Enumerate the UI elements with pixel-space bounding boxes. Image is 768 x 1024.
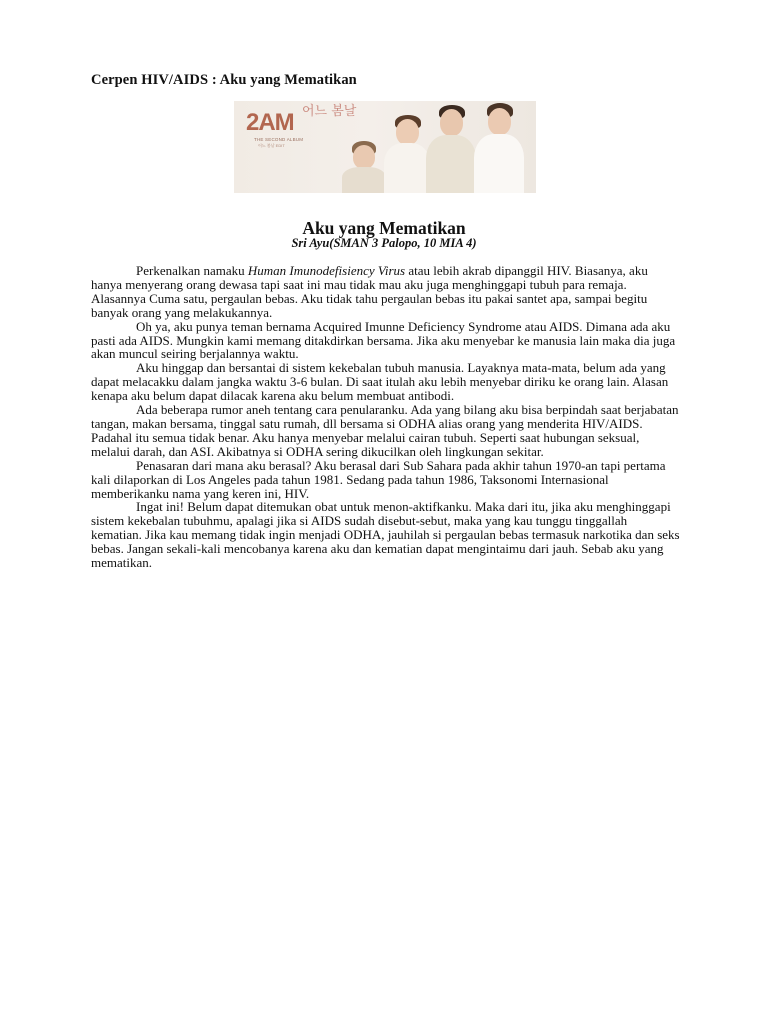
story-paragraph: Ada beberapa rumor aneh tentang cara penularanku. Ada yang bilang aku bisa berpindah saat berjabatan tangan, makan bersama, tinggal satu rumah, dll bersama si ODHA alias orang yang menderita HIV/AIDS. Padahal itu semua tidak benar. Aku hanya menyebar melalui cairan tubuh. Seperti saat hubungan seksual, melalui darah, dan ASI. Akibatnya si ODHA sering dikucilkan oleh lingkungan sekitar.	[91, 402, 679, 459]
album-banner-image	[234, 101, 536, 193]
story-title: Aku yang Mematikan	[302, 218, 466, 238]
story-paragraph: Ingat ini! Belum dapat ditemukan obat untuk menon-aktifkanku. Maka dari itu, jika aku menghinggapi sistem kekebalan tubuhmu, apalagi jika si AIDS sudah disebut-sebut, maka yang kau tunggu tinggallah kematian. Jika kau memang tidak ingin menjadi ODHA, jauhilah si pergaulan bebas termasuk narkotika dan seks bebas. Jangan sekali-kali mencobanya karena aku dan kematian dapat mengintaimu dari jauh. Sebab aku yang mematikan.	[91, 499, 680, 571]
banner-subtitle: THE SECOND ALBUM	[254, 137, 304, 142]
story-paragraph: Oh ya, aku punya teman bernama Acquired Imunne Deficiency Syndrome atau AIDS. Dimana ada aku pasti ada AIDS. Mungkin kami memang ditakdirkan bersama. Jika aku menyebar ke manusia lain maka dia juga akan muncul seiring berjalannya waktu.	[91, 318, 676, 362]
story-author: Sri Ayu(SMAN 3 Palopo, 10 MIA 4)	[291, 236, 477, 250]
story-paragraph	[91, 264, 681, 320]
story-paragraph: Penasaran dari mana aku berasal? Aku berasal dari Sub Sahara pada akhir tahun 1970-an tapi pertama kali dilaporkan di Los Angeles pada tahun 1981. Sedang pada tahun 1986, Taksonomi Internasional memberikanku nama yang keren ini, HIV.	[91, 457, 666, 501]
group-member-figure	[384, 115, 430, 193]
group-member-figure	[474, 103, 524, 193]
document-header: Cerpen HIV/AIDS : Aku yang Mematikan	[91, 72, 357, 88]
paragraph-text: atau lebih akrab dipanggil HIV. Biasanya, aku hanya menyerang orang dewasa tapi saat ini mau tidak mau aku juga menghinggapi tubuh para remaja. Alasannya Cuma satu, pergaulan bebas. Aku tidak tahu pergaulan bebas itu pakai santet apa, sampai begitu banyak orang yang melakukannya.	[91, 263, 648, 320]
banner-logo: 2AM	[246, 109, 294, 136]
group-member-figure	[342, 141, 386, 193]
virus-name-italic: Human Imunodefisiency Virus	[247, 263, 406, 278]
group-member-figure	[426, 105, 476, 193]
paragraph-text: Perkenalkan namaku	[136, 263, 248, 278]
story-body	[91, 264, 681, 570]
banner-korean-title: 어느 봄날	[302, 104, 357, 119]
banner-subtitle-2: 어느 봄날 EDIT	[258, 143, 285, 148]
story-paragraph: Aku hinggap dan bersantai di sistem kekebalan tubuh manusia. Layaknya mata-mata, belum ada yang dapat melacakku dalam jangka waktu 3-6 bulan. Di saat itulah aku lebih menyebar diriku ke orang lain. Alasan kenapa aku belum dapat dilacak karena aku belum membuat antibodi.	[91, 360, 669, 404]
